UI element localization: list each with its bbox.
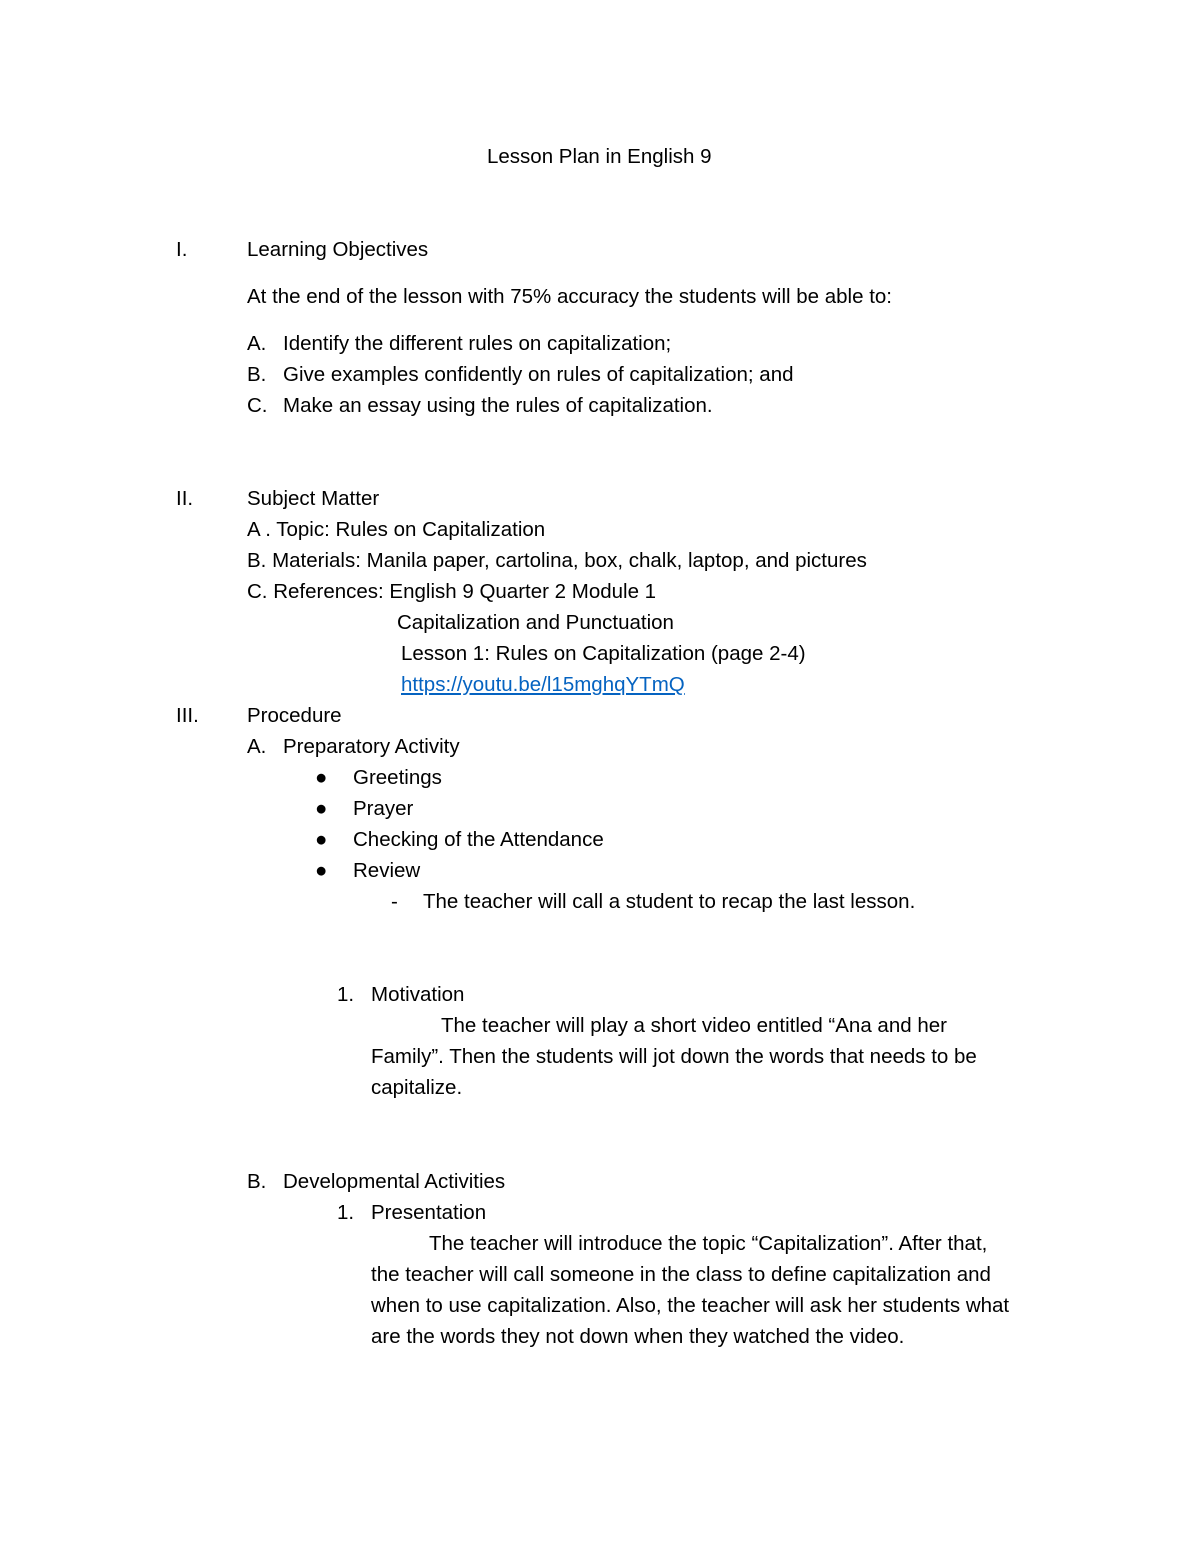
presentation-line: The teacher will introduce the topic “Capitalization”. After that, — [429, 1232, 988, 1255]
objective-text: Make an essay using the rules of capitalization. — [283, 394, 713, 417]
presentation-label: Presentation — [371, 1201, 487, 1224]
bullet-icon: ● — [315, 828, 328, 851]
section-3-heading: Procedure — [247, 704, 342, 727]
reference-video-link[interactable]: https://youtu.be/l15mghqYTmQ — [401, 673, 685, 696]
subject-materials: B. Materials: Manila paper, cartolina, box, chalk, laptop, and pictures — [247, 549, 867, 572]
objective-letter: B. — [247, 363, 267, 386]
bullet-icon: ● — [315, 797, 328, 820]
presentation-line: the teacher will call someone in the class to define capitalization and — [371, 1263, 991, 1286]
dash-marker: - — [391, 890, 398, 913]
section-2-numeral: II. — [176, 487, 194, 510]
subject-topic: A . Topic: Rules on Capitalization — [247, 518, 546, 541]
section-1-numeral: I. — [176, 238, 188, 261]
motivation-label: Motivation — [371, 983, 465, 1006]
motivation-line: Family”. Then the students will jot down the words that needs to be — [371, 1045, 977, 1068]
reference-module-title: Capitalization and Punctuation — [397, 611, 674, 634]
section-2-heading: Subject Matter — [247, 487, 380, 510]
objective-letter: C. — [247, 394, 268, 417]
list-item: Greetings — [353, 766, 442, 789]
objective-text: Identify the different rules on capitalization; — [283, 332, 672, 355]
presentation-line: when to use capitalization. Also, the teacher will ask her students what — [371, 1294, 1010, 1317]
objective-text: Give examples confidently on rules of capitalization; and — [283, 363, 794, 386]
review-note: The teacher will call a student to recap the last lesson. — [423, 890, 916, 913]
section-3-numeral: III. — [176, 704, 199, 727]
part-b-letter: B. — [247, 1170, 267, 1193]
list-item: Prayer — [353, 797, 414, 820]
objectives-intro: At the end of the lesson with 75% accuracy the students will be able to: — [247, 285, 892, 308]
presentation-line: are the words they not down when they watched the video. — [371, 1325, 905, 1348]
bullet-icon: ● — [315, 859, 328, 882]
reference-lesson: Lesson 1: Rules on Capitalization (page 2-4) — [401, 642, 806, 665]
list-item: Checking of the Attendance — [353, 828, 604, 851]
objective-letter: A. — [247, 332, 267, 355]
part-a-letter: A. — [247, 735, 267, 758]
document-title: Lesson Plan in English 9 — [487, 145, 712, 168]
section-1-heading: Learning Objectives — [247, 238, 429, 261]
subject-references: C. References: English 9 Quarter 2 Module 1 — [247, 580, 657, 603]
part-a-label: Preparatory Activity — [283, 735, 460, 758]
motivation-line: capitalize. — [371, 1076, 463, 1099]
motivation-number: 1. — [337, 983, 355, 1006]
bullet-icon: ● — [315, 766, 328, 789]
part-b-label: Developmental Activities — [283, 1170, 506, 1193]
motivation-line: The teacher will play a short video entitled “Ana and her — [441, 1014, 947, 1037]
presentation-number: 1. — [337, 1201, 355, 1224]
list-item: Review — [353, 859, 421, 882]
